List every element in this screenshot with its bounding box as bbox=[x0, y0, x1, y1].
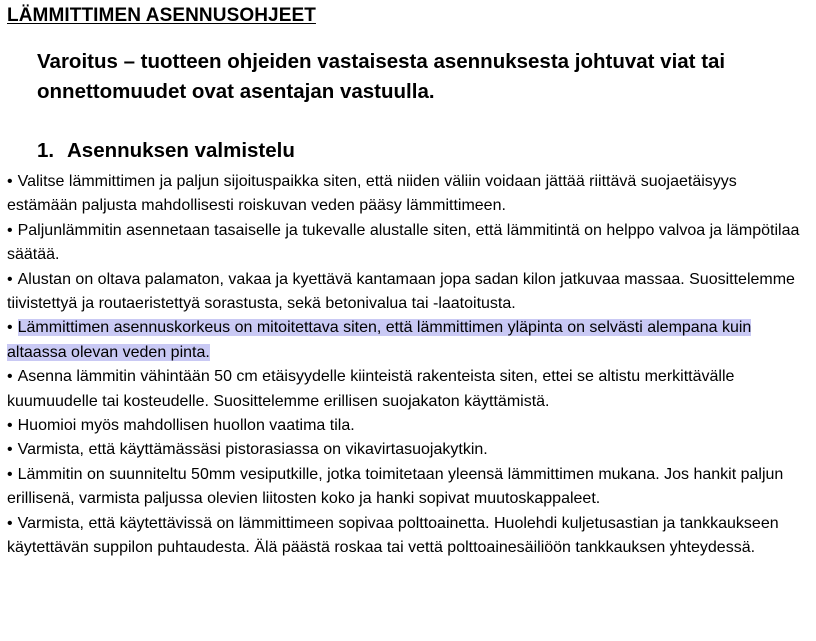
list-item-text: Paljunlämmitin asennetaan tasaiselle ja tukevalle alustalle siten, että lämmitintä on helppo valvoa ja lämpötilaa säätää. bbox=[7, 221, 800, 264]
list-item-text: Valitse lämmittimen ja paljun sijoituspaikka siten, että niiden väliin voidaan jättää riittävä suojaetäisyys estämään paljusta mahdollisesti roiskuvan veden pääsy lämmittimeen. bbox=[7, 173, 737, 215]
list-item[interactable] bbox=[7, 463, 807, 512]
list-item[interactable] bbox=[7, 414, 807, 438]
bullet-icon: • bbox=[7, 514, 13, 532]
list-item[interactable] bbox=[7, 219, 807, 268]
bullet-icon: • bbox=[7, 417, 13, 435]
bullet-icon: • bbox=[7, 441, 13, 459]
list-item-text: Varmista, että käyttämässäsi pistorasiassa on vikavirtasuojakytkin. bbox=[17, 441, 488, 459]
list-item-text: Alustan on oltava palamaton, vakaa ja kyettävä kantamaan jopa sadan kilon jatkuvaa massaa. Suosittelemme tiivistettyä ja routaeristettyä sorastusta, sekä betonivalua tai -laatoitusta. bbox=[7, 270, 795, 313]
list-item[interactable] bbox=[7, 438, 807, 462]
bullet-icon: • bbox=[7, 270, 13, 288]
list-item-text: Asenna lämmitin vähintään 50 cm etäisyydelle kiinteistä rakenteista siten, ettei se altistu merkittävälle kuumuudelle tai kosteudelle. Suosittelemme erillisen suojakaton käyttämistä. bbox=[7, 368, 735, 410]
bullet-icon: • bbox=[7, 319, 13, 337]
warning-text[interactable]: Varoitus – tuotteen ohjeiden vastaisesta asennuksesta johtuvat viat tai onnettomuudet ovat asentajan vastuulla. bbox=[37, 50, 726, 103]
highlighted-text-selection[interactable]: Lämmittimen asennuskorkeus on mitoitettava siten, että lämmittimen yläpinta on selvästi alempana kuin altaassa olevan veden pinta. bbox=[7, 319, 752, 361]
document-title: LÄMMITTIMEN ASENNUSOHJEET bbox=[7, 5, 316, 26]
bullet-icon: • bbox=[7, 465, 13, 483]
list-item-text: Huomioi myös mahdollisen huollon vaatima tila. bbox=[17, 417, 355, 435]
list-item-text: Varmista, että käytettävissä on lämmittimeen sopivaa polttoainetta. Huolehdi kuljetusastian ja tankkaukseen käytettävän suppilon puhtaudesta. Älä päästä roskaa tai vettä polttoainesäiliöön tankkauksen yhteydessä. bbox=[7, 514, 779, 557]
list-item[interactable] bbox=[7, 268, 807, 317]
bullet-list bbox=[7, 170, 807, 561]
list-item-text: Lämmitin on suunniteltu 50mm vesiputkille, jotka toimitetaan yleensä lämmittimen mukana. Jos hankit paljun erillisenä, varmista paljussa olevien liitosten koko ja hanki sopivat muutoskappaleet. bbox=[7, 465, 784, 508]
bullet-icon: • bbox=[7, 368, 13, 386]
bullet-icon: • bbox=[7, 221, 13, 239]
section-number: 1. bbox=[37, 139, 55, 162]
list-item[interactable] bbox=[7, 365, 807, 414]
section-title: Asennuksen valmistelu bbox=[67, 139, 295, 162]
list-item-highlighted[interactable] bbox=[7, 316, 807, 365]
section-heading bbox=[37, 139, 295, 163]
bullet-icon: • bbox=[7, 173, 13, 190]
list-item[interactable] bbox=[7, 512, 807, 561]
list-item[interactable] bbox=[7, 170, 807, 219]
